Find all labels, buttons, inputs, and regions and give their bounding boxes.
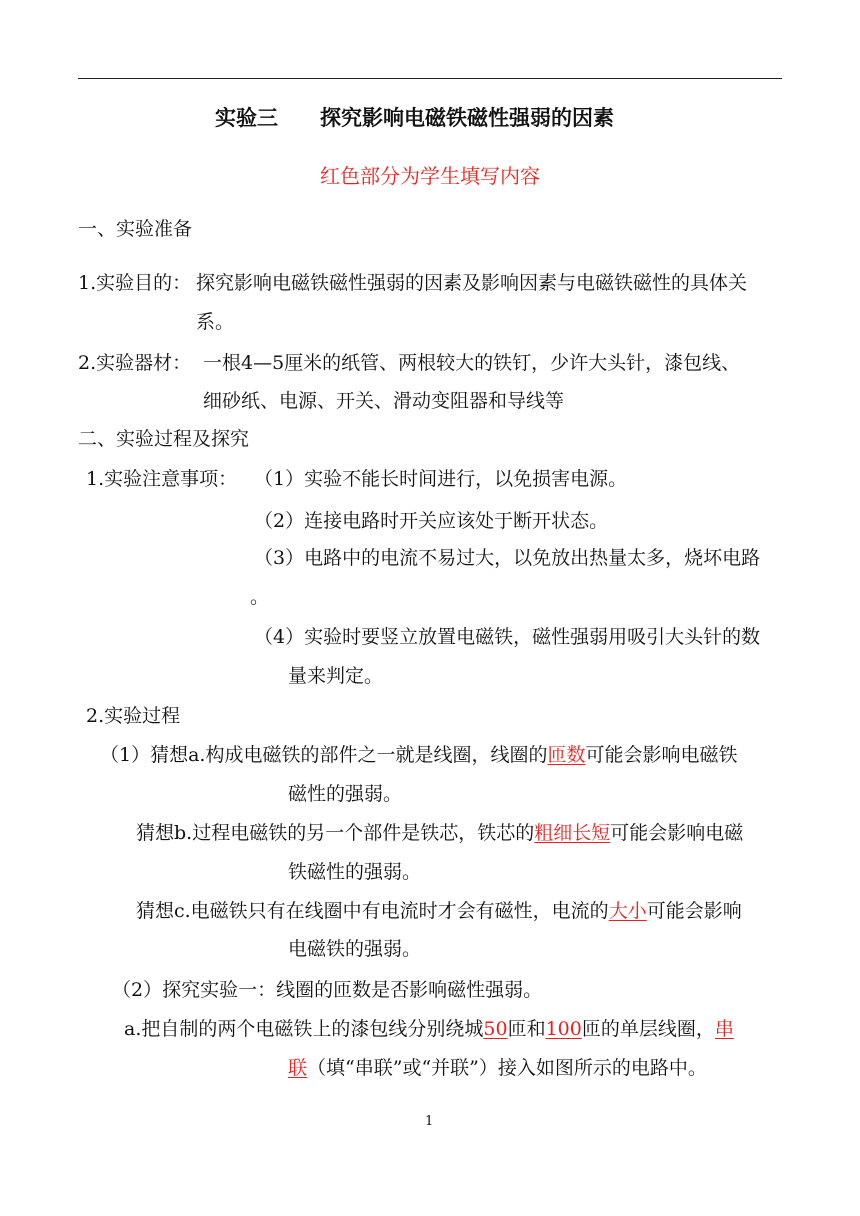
guess-a-suffix: 可能会影响电磁铁 <box>585 744 738 766</box>
note-3: （3）电路中的电流不易过大，以免放出热量太多，烧坏电路 <box>254 547 761 569</box>
header-rule <box>78 78 782 79</box>
experiment-one-heading: （2）探究实验一：线圈的匝数是否影响磁性强弱。 <box>112 979 543 1001</box>
note-3-tail: 。 <box>250 586 270 608</box>
guess-c-prefix: 猜想c.电磁铁只有在线圈中有电流时才会有磁性，电流的 <box>136 900 609 922</box>
step-a-answer-turns-2: 100 <box>545 1018 582 1040</box>
purpose-text-line1: 探究影响电磁铁磁性强弱的因素及影响因素与电磁铁磁性的具体关 <box>196 272 748 294</box>
guess-a-line1 <box>100 744 738 767</box>
note-2: （2）连接电路时开关应该处于断开状态。 <box>254 510 609 532</box>
guess-c-suffix: 可能会影响 <box>646 900 742 922</box>
note-1: （1）实验不能长时间进行，以免损害电源。 <box>254 468 628 490</box>
guess-b-suffix: 可能会影响电磁 <box>610 822 744 844</box>
guess-b-line1 <box>136 822 743 845</box>
step-a-middle: 匝和 <box>507 1018 546 1040</box>
step-a-suffix: 匝的单层线圈， <box>581 1018 715 1040</box>
page-title: 探究影响电磁铁磁性强弱的因素 <box>320 106 614 130</box>
page-number: 1 <box>425 1114 434 1129</box>
purpose-text-line2: 系。 <box>196 311 235 333</box>
guess-b-line2: 铁磁性的强弱。 <box>288 861 422 883</box>
equipment-label: 2.实验器材： <box>78 352 192 374</box>
step-a-line2-text: （填“串联”或“并联”）接入如图所示的电路中。 <box>307 1057 707 1079</box>
title-experiment-number: 实验三 <box>215 106 278 130</box>
step-a-prefix: a.把自制的两个电磁铁上的漆包线分别绕城 <box>124 1018 484 1040</box>
step-a-answer-connection-part1: 串 <box>714 1018 734 1040</box>
guess-c-line1 <box>136 900 742 923</box>
section-heading-preparation: 一、实验准备 <box>78 218 193 240</box>
notes-label: 1.实验注意事项： <box>86 468 238 490</box>
section-heading-process: 二、实验过程及探究 <box>78 428 250 450</box>
guess-c-answer: 大小 <box>608 900 647 922</box>
guess-a-line2: 磁性的强弱。 <box>288 783 403 805</box>
step-a-line2 <box>288 1057 707 1080</box>
note-4-line1: （4）实验时要竖立放置电磁铁，磁性强弱用吸引大头针的数 <box>254 626 761 648</box>
guess-c-line2: 电磁铁的强弱。 <box>288 938 422 960</box>
guess-b-prefix: 猜想b.过程电磁铁的另一个部件是铁芯，铁芯的 <box>136 822 535 844</box>
process-heading: 2.实验过程 <box>86 705 181 727</box>
purpose-label: 1.实验目的： <box>78 272 192 294</box>
equipment-text-line1: 一根4—5厘米的纸管、两根较大的铁钉，少许大头针，漆包线、 <box>203 352 741 374</box>
guess-a-prefix: （1）猜想a.构成电磁铁的部件之一就是线圈，线圈的 <box>100 744 548 766</box>
step-a-answer-connection-part2: 联 <box>288 1057 308 1079</box>
step-a-answer-turns-1: 50 <box>483 1018 508 1040</box>
guess-a-answer: 匝数 <box>547 744 586 766</box>
subtitle-note: 红色部分为学生填写内容 <box>320 164 540 188</box>
equipment-text-line2: 细砂纸、电源、开关、滑动变阻器和导线等 <box>203 390 565 412</box>
note-4-line2: 量来判定。 <box>288 665 384 687</box>
step-a-line1 <box>124 1018 734 1041</box>
guess-b-answer: 粗细长短 <box>534 822 611 844</box>
